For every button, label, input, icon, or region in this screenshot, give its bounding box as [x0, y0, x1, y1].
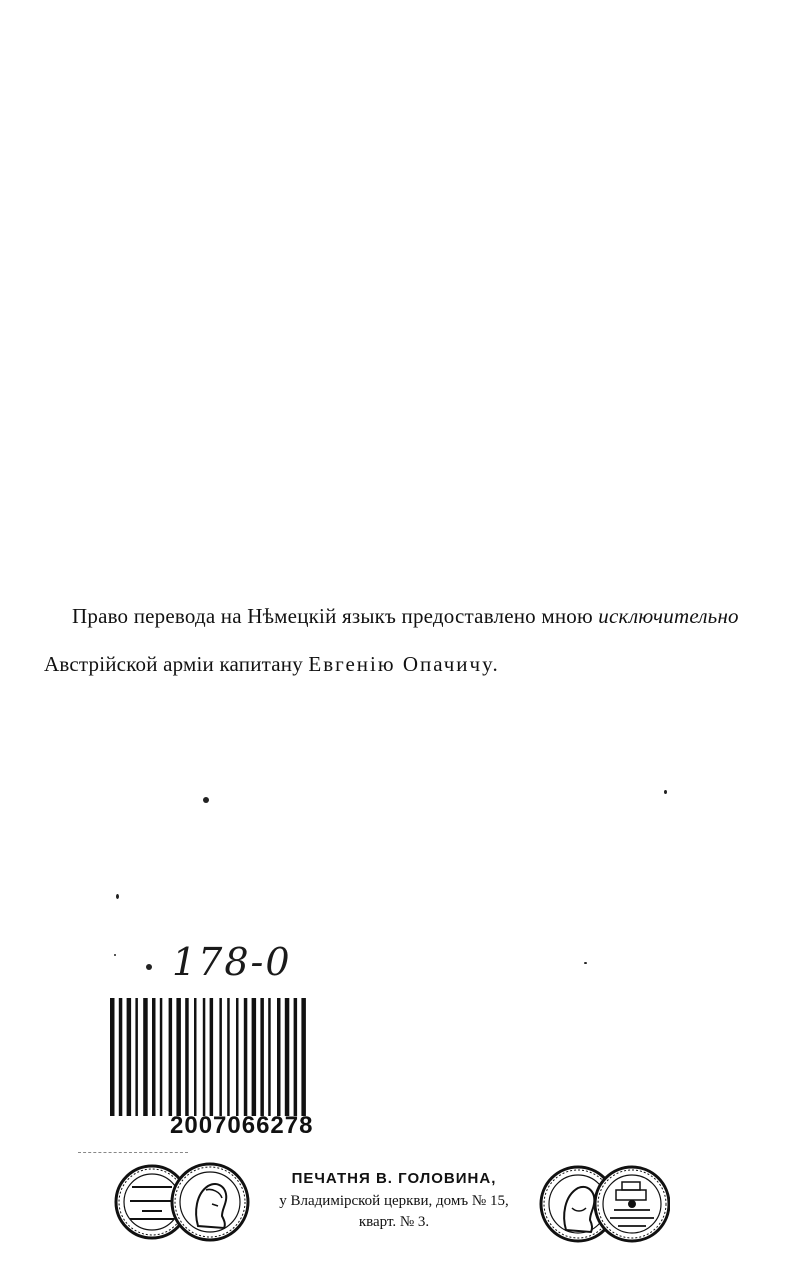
barcode-bar — [127, 998, 132, 1116]
barcode-bar — [277, 998, 281, 1116]
barcode-bar — [252, 998, 257, 1116]
barcode-bar — [219, 998, 222, 1116]
barcode-bar — [301, 998, 306, 1116]
rights-text-2: Австрійской арміи капитану — [44, 652, 309, 676]
rights-notice-line1 — [72, 604, 792, 629]
rights-notice-line2 — [44, 652, 764, 677]
award-medals-left-icon — [112, 1160, 252, 1244]
barcode-bar — [143, 998, 148, 1116]
printer-address-line1: у Владимірской церкви, домъ № 15, — [279, 1193, 509, 1209]
barcode-bar — [260, 998, 264, 1116]
ink-speck — [584, 962, 587, 964]
barcode-bar — [236, 998, 239, 1116]
barcode-bar — [176, 998, 181, 1116]
barcode-bar — [285, 998, 290, 1116]
barcode-bar — [110, 998, 115, 1116]
rights-emphasis: исключительно — [598, 604, 739, 628]
barcode-number: 2007066278 — [170, 1112, 314, 1139]
award-medals-right-icon — [538, 1162, 670, 1246]
barcode-bar — [135, 998, 138, 1116]
ink-speck — [664, 790, 667, 794]
barcode-bar — [268, 998, 271, 1116]
ink-speck — [116, 894, 119, 899]
dashed-rule — [78, 1152, 188, 1153]
barcode-bar — [227, 998, 230, 1116]
barcode-bar — [210, 998, 214, 1116]
barcode-bar — [119, 998, 123, 1116]
barcode-bar — [194, 998, 197, 1116]
pencil-dot — [146, 964, 152, 970]
printer-address-line2: кварт. № 3. — [358, 1214, 430, 1230]
barcode-bar — [185, 998, 189, 1116]
barcode-bar — [152, 998, 156, 1116]
printer-name: ПЕЧАТНЯ В. ГОЛОВИНА, — [291, 1170, 497, 1187]
ink-speck — [114, 954, 116, 956]
barcode-bar — [203, 998, 206, 1116]
barcode-bar — [169, 998, 173, 1116]
barcode-bar — [244, 998, 248, 1116]
rights-text: Право перевода на Нѣмецкій языкъ предоставлено мною — [72, 604, 599, 628]
ink-speck — [203, 797, 209, 803]
barcode-bar — [160, 998, 163, 1116]
printer-imprint — [262, 1170, 526, 1231]
handwritten-shelf-number: 178-0 — [172, 940, 292, 984]
translator-name: Евгенію Опачичу. — [308, 652, 500, 676]
barcode-image — [110, 998, 372, 1116]
barcode-bar — [294, 998, 298, 1116]
